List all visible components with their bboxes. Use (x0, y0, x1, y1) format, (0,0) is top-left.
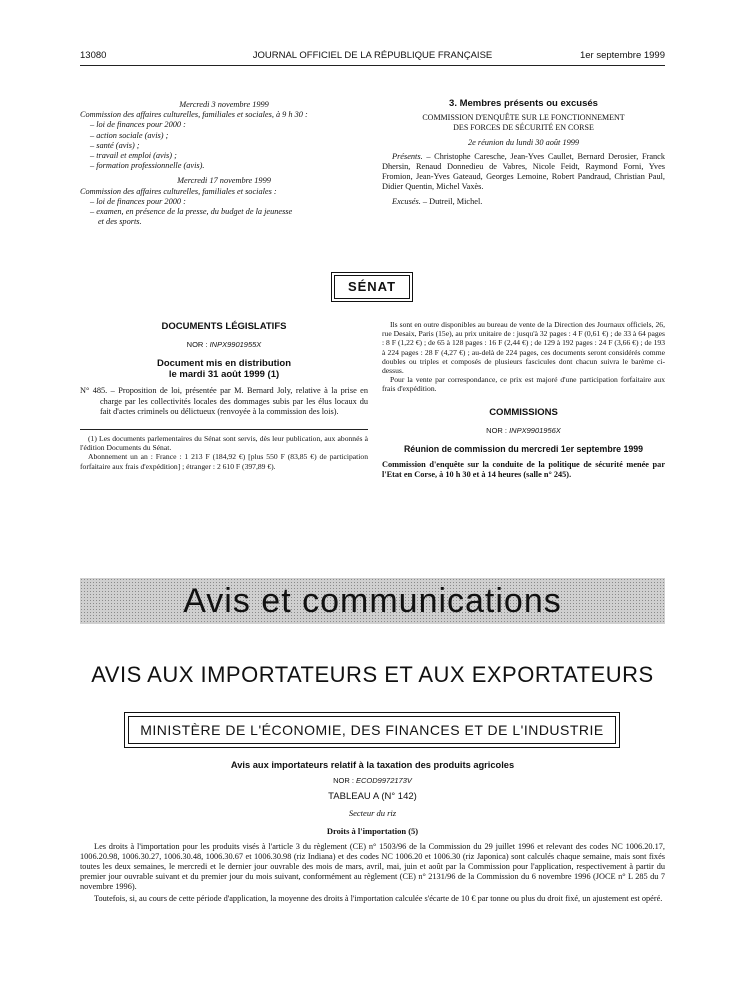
excuses-names: – Dutreil, Michel. (420, 196, 483, 206)
avis-banner-title: Avis et communications (183, 582, 562, 620)
right-mid-column (382, 320, 665, 480)
sales-paragraph: Ils sont en outre disponibles au bureau de vente de la Direction des Journaux officiels, 26, rue Desaix, Paris (15e), au prix unitaire de : jusqu'à 32 pages : 4 F (0,61 €) ; de 33 à 64 pages : 8 F (1,22 €) ; de 65 à 128 pages : 16 F (2,44 €) ; de 129 à 192 pages : 24 F (3,66 €) ; de 193 à 224 pages : 28 F (4,27 €) ; au-delà de 224 pages, ces documents seront considérés comme doubles ou triples et composés de plusieurs fascicules dont chacun suivra le barème ci-dessus. (382, 320, 665, 376)
header-rule (80, 65, 665, 66)
page-number: 13080 (80, 50, 107, 61)
nor-value: INPX9901955X (209, 340, 262, 350)
bottom-paragraph-1: Les droits à l'importation pour les produits visés à l'article 3 du règlement (CE) n° 1503/96 de la Commission du 29 juillet 1996 et relevant des codes NC 1006.20.17, 1006.20.98, 1006.30.27, 1006.30.48, 1006.30.67 et 1006.30.98 (riz Indiana) et des codes NC 1006.20 et 1006.30 (riz Japonica) sont calculés chaque semaine, mais sont fixés toutes les deux semaines, le mercredi et le dernier jour ouvrable des mois de mars, avril, mai, juin et août par la Commission pour l'application, respectivement à partir du premier jour ouvrable suivant et du premier jour du mois suivant, conformément au règlement (CE) n° 2131/96 de la Commission du 6 novembre 1996 (JOCE n° L 285 du 7 novembre 1996). (80, 842, 665, 891)
nor-line (382, 426, 665, 436)
commission-title-line-2: DES FORCES DE SÉCURITÉ EN CORSE (453, 123, 594, 133)
nor-label: NOR : (186, 340, 210, 350)
excuses-label: Excusés. (392, 196, 421, 206)
reunion-line: 2e réunion du lundi 30 août 1999 (467, 137, 580, 147)
date-heading-2: Mercredi 17 novembre 1999 (177, 176, 271, 186)
documents-heading: DOCUMENTS LÉGISLATIFS (161, 321, 287, 332)
left-mid-column (80, 322, 368, 471)
agenda-item: – action sociale (avis) ; (90, 130, 169, 140)
commission-title-line-1: COMMISSION D'ENQUÊTE SUR LE FONCTIONNEMENT (422, 113, 625, 123)
footnote-rule (80, 429, 368, 430)
presents-paragraph (382, 152, 665, 193)
page-header (80, 50, 665, 64)
nor-value: INPX9901956X (509, 425, 561, 435)
nor-line (80, 776, 665, 785)
commission-line-2: Commission des affaires culturelles, familiales et sociales : (80, 186, 277, 196)
nor-line (80, 340, 368, 350)
commission-paragraph: Commission d'enquête sur la conduite de la politique de sécurité menée par l'Etat en Corse, à 10 h 30 et à 14 heures (salle n° 245). (382, 460, 665, 480)
journal-title: JOURNAL OFFICIEL DE LA RÉPUBLIQUE FRANÇAISE (252, 50, 493, 61)
droits-title: Droits à l'importation (5) (326, 826, 419, 836)
document-distribution-line-1: Document mis en distribution (156, 358, 292, 370)
nor-value: ECOD9972173V (356, 776, 412, 785)
bottom-paragraph-2: Toutefois, si, au cours de cette période d'application, la moyenne des droits à l'importation calculée s'écarte de 10 € par tonne ou plus du droit fixé, un ajustement est opéré. (94, 894, 663, 903)
date-heading-1: Mercredi 3 novembre 1999 (179, 100, 269, 109)
header-date: 1er septembre 1999 (579, 50, 665, 61)
nor-label: NOR : (333, 776, 357, 785)
document-distribution-line-2: le mardi 31 août 1999 (1) (168, 369, 280, 381)
reunion-heading: Réunion de commission du mercredi 1er septembre 1999 (403, 444, 644, 455)
footnote-1: (1) Les documents parlementaires du Sénat sont servis, dès leur publication, aux abonnés à l'édition Documents du Sénat. (80, 434, 368, 453)
agenda-item: et des sports. (98, 217, 142, 227)
agenda-item: – loi de finances pour 2000 : (90, 196, 186, 206)
bottom-section (80, 760, 665, 904)
excuses-paragraph (382, 197, 665, 207)
members-heading: 3. Membres présents ou excusés (449, 98, 598, 109)
presents-names: – Christophe Caresche, Jean-Yves Caullet, Bernard Derosier, Franck Dhersin, Renaud Donnedieu de Vabres, Nicole Feidt, Raymond Forni, Yves Fromion, Jean-Yves Gateaud, Georges Lemoine, Robert Pandraud, Christian Paul, Didier Quentin, Michel Vaxès. (382, 151, 665, 192)
nor-label: NOR : (486, 425, 510, 435)
commission-line-1: Commission des affaires culturelles, familiales et sociales, à 9 h 30 : (80, 110, 308, 120)
agenda-item: – loi de finances pour 2000 : (90, 120, 186, 130)
agenda-item: – examen, en présence de la presse, du budget de la jeunesse (90, 207, 293, 217)
right-top-column (382, 99, 665, 207)
agenda-item: – formation professionnelle (avis). (90, 161, 205, 171)
commissions-heading: COMMISSIONS (489, 406, 558, 418)
proposition-paragraph: N° 485. – Proposition de loi, présentée par M. Bernard Joly, relative à la prise en charge par les collectivités locales des dommages subis par les élus locaux du fait d'actes criminels ou délictueux (renvoyée à la commission des lois). (80, 386, 368, 416)
secteur-title: Secteur du riz (348, 808, 397, 818)
importers-exporters-title: AVIS AUX IMPORTATEURS ET AUX EXPORTATEURS (91, 662, 654, 687)
agenda-item: – santé (avis) ; (90, 140, 140, 150)
senat-box: SÉNAT (334, 275, 410, 299)
correspondence-paragraph: Pour la vente par correspondance, ce prix est majoré d'une participation forfaitaire aux frais d'expédition. (382, 375, 665, 394)
avis-importateurs-title: Avis aux importateurs relatif à la taxation des produits agricoles (230, 760, 515, 770)
ministry-box: MINISTÈRE DE L'ÉCONOMIE, DES FINANCES ET DE L'INDUSTRIE (128, 716, 616, 744)
agenda-item: – travail et emploi (avis) ; (90, 151, 177, 161)
footnote-2: Abonnement un an : France : 1 213 F (184,92 €) [plus 550 F (83,85 €) de participation forfaitaire aux frais d'expédition] ; étranger : 2 610 F (397,89 €). (80, 452, 368, 471)
presents-label: Présents. (392, 151, 423, 161)
left-top-column (80, 100, 368, 227)
tableau-title: TABLEAU A (N° 142) (328, 791, 417, 802)
